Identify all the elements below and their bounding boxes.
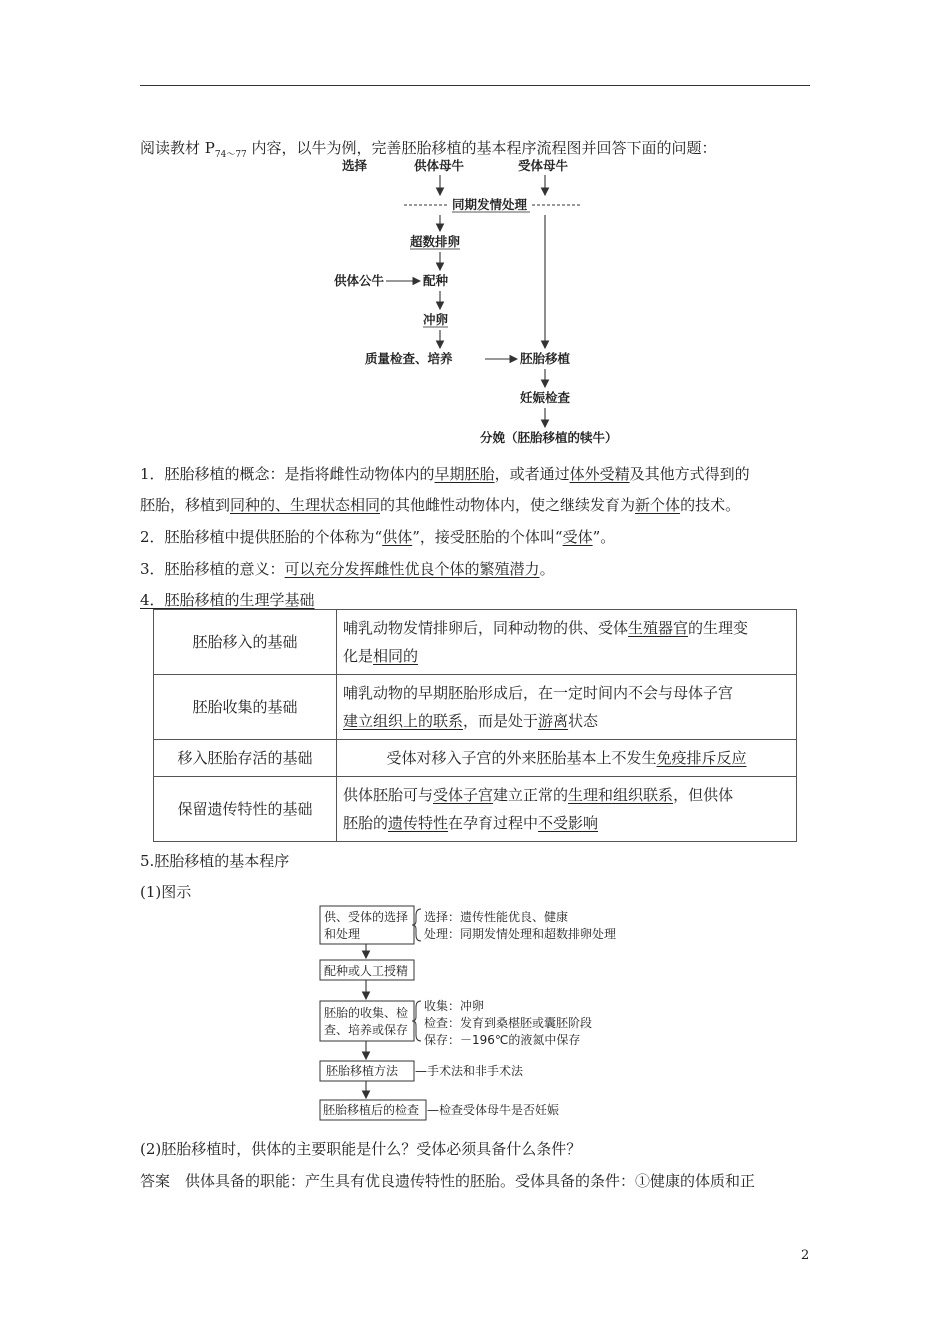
flow-superovulation: 超数排卵	[410, 234, 461, 249]
table-key: 胚胎移入的基础	[154, 610, 337, 675]
page-number: 2	[801, 1248, 810, 1263]
flow-transfer: 胚胎移植	[520, 351, 571, 366]
flowchart-basic-procedure	[318, 903, 658, 1123]
item-1-line-2: 胚胎，移植到同种的、生理状态相同的其他雌性动物体内，使之继续发育为新个体的技术。	[140, 496, 741, 514]
table-key: 移入胚胎存活的基础	[154, 740, 337, 777]
intro-paragraph: 阅读教材 $P_{74\sim 77}$ 内容，以牛为例，完善胚胎移植的基本程序流程图并回答下面的问题：	[140, 139, 717, 160]
answer-text: 答案 供体具备的职能：产生具有优良遗传特性的胚胎。受体具备的条件：①健康的体质和正	[140, 1172, 756, 1190]
item-3: 3．胚胎移植的意义：可以充分发挥雌性优良个体的繁殖潜力。	[140, 560, 555, 578]
table-row	[154, 777, 797, 842]
table-value: 哺乳动物发情排卵后，同种动物的供、受体生殖器官的生理变 化是相同的	[337, 610, 797, 675]
table-row	[154, 675, 797, 740]
proc-box-1-line-1: 选择：遗传性能优良、健康	[424, 910, 569, 924]
flow-birth: 分娩（胚胎移植的犊牛）	[480, 430, 618, 445]
proc-box-4: 胚胎移植方法	[326, 1064, 399, 1078]
table-row	[154, 740, 797, 777]
table-key: 胚胎收集的基础	[154, 675, 337, 740]
proc-box-2: 配种或人工授精	[324, 964, 409, 978]
flow-donor-cow: 供体母牛	[414, 158, 465, 173]
item-2: 2．胚胎移植中提供胚胎的个体称为“供体”，接受胚胎的个体叫“受体”。	[140, 528, 616, 546]
flow-flush: 冲卵	[423, 312, 449, 327]
flow-donor-bull: 供体公牛	[334, 273, 385, 288]
table-key: 保留遗传特性的基础	[154, 777, 337, 842]
flow-mating: 配种	[423, 273, 449, 288]
proc-box-5-note: —检查受体母牛是否妊娠	[427, 1103, 560, 1117]
proc-box-1a: 供、受体的选择	[324, 910, 409, 924]
flow-select-label: 选择	[342, 158, 368, 173]
proc-box-1b: 和处理	[324, 927, 361, 941]
table-row	[154, 610, 797, 675]
flow-pregnancy: 妊娠检查	[520, 390, 571, 405]
item-4-title: 4．胚胎移植的生理学基础	[140, 591, 315, 609]
section-5-sub1: (1)图示	[140, 883, 192, 901]
proc-box-3b: 查、培养或保存	[324, 1023, 409, 1037]
flowchart-embryo-transfer	[320, 155, 640, 455]
physiology-basis-table	[153, 609, 797, 842]
section-5-title: 5.胚胎移植的基本程序	[140, 852, 290, 870]
section-5-sub2: (2)胚胎移植时，供体的主要职能是什么？受体必须具备什么条件？	[140, 1140, 582, 1158]
proc-box-3-line-1: 收集：冲卵	[424, 999, 485, 1013]
proc-box-3a: 胚胎的收集、检	[324, 1006, 409, 1020]
proc-box-4-note: —手术法和非手术法	[415, 1064, 524, 1078]
flow-quality: 质量检查、培养	[365, 351, 453, 366]
item-1-line-1: 1．胚胎移植的概念：是指将雌性动物体内的早期胚胎，或者通过体外受精及其他方式得到的	[140, 465, 750, 483]
proc-box-5: 胚胎移植后的检查	[323, 1103, 420, 1117]
table-value: 供体胚胎可与受体子宫建立正常的生理和组织联系，但供体 胚胎的遗传特性在孕育过程中不受影响	[337, 777, 797, 842]
proc-box-1-line-2: 处理：同期发情处理和超数排卵处理	[424, 927, 617, 941]
flow-recipient-cow: 受体母牛	[518, 158, 569, 173]
table-value: 受体对移入子宫的外来胚胎基本上不发生免疫排斥反应	[337, 740, 797, 777]
header-rule	[140, 85, 810, 86]
proc-box-3-line-3: 保存：－196℃的液氮中保存	[424, 1033, 581, 1047]
flow-sync: 同期发情处理	[452, 197, 528, 212]
table-value: 哺乳动物的早期胚胎形成后，在一定时间内不会与母体子宫 建立组织上的联系，而是处于游离状态	[337, 675, 797, 740]
proc-box-3-line-2: 检查：发育到桑椹胚或囊胚阶段	[424, 1016, 593, 1030]
